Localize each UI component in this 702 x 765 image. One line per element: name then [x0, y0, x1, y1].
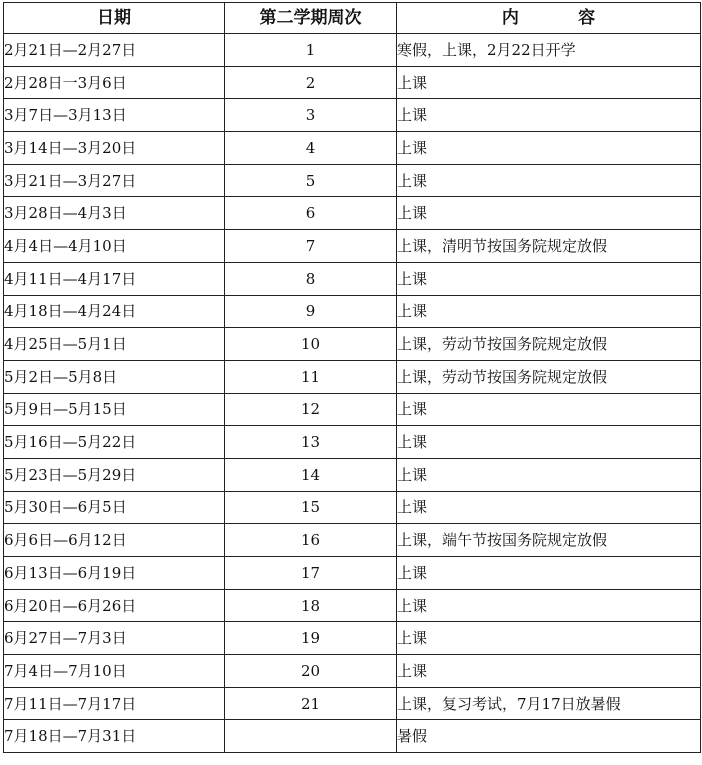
content-cell: 上课	[397, 164, 701, 197]
week-cell: 5	[225, 164, 397, 197]
content-cell: 上课	[397, 66, 701, 99]
date-cell: 4月18日—4月24日	[4, 295, 225, 328]
week-cell: 6	[225, 197, 397, 230]
table-row	[4, 34, 701, 67]
week-cell: 1	[225, 34, 397, 67]
table-row	[4, 491, 701, 524]
content-cell: 上课，劳动节按国务院规定放假	[397, 360, 701, 393]
table-row	[4, 262, 701, 295]
week-cell: 21	[225, 687, 397, 720]
content-cell: 上课	[397, 132, 701, 165]
semester-schedule-table	[3, 2, 701, 753]
week-cell: 19	[225, 622, 397, 655]
table-row	[4, 589, 701, 622]
date-cell: 3月21日—3月27日	[4, 164, 225, 197]
content-cell: 上课	[397, 589, 701, 622]
week-cell: 16	[225, 524, 397, 557]
table-row	[4, 687, 701, 720]
content-cell: 寒假，上课，2月22日开学	[397, 34, 701, 67]
table-header	[4, 3, 701, 34]
week-cell: 13	[225, 426, 397, 459]
date-cell: 5月30日—6月5日	[4, 491, 225, 524]
table-row	[4, 720, 701, 753]
date-cell: 3月14日—3月20日	[4, 132, 225, 165]
date-cell: 5月16日—5月22日	[4, 426, 225, 459]
table-row	[4, 99, 701, 132]
content-cell: 上课，清明节按国务院规定放假	[397, 230, 701, 263]
header-date: 日期	[4, 3, 225, 34]
date-cell: 2月28日一3月6日	[4, 66, 225, 99]
table-row	[4, 132, 701, 165]
header-row	[4, 3, 701, 34]
content-cell: 上课	[397, 622, 701, 655]
date-cell: 6月6日—6月12日	[4, 524, 225, 557]
week-cell: 3	[225, 99, 397, 132]
date-cell: 4月11日—4月17日	[4, 262, 225, 295]
table-row	[4, 295, 701, 328]
week-cell: 7	[225, 230, 397, 263]
table-row	[4, 426, 701, 459]
week-cell: 10	[225, 328, 397, 361]
week-cell: 9	[225, 295, 397, 328]
date-cell: 7月18日—7月31日	[4, 720, 225, 753]
table-row	[4, 393, 701, 426]
content-cell: 上课	[397, 557, 701, 590]
table-row	[4, 557, 701, 590]
content-cell: 上课	[397, 426, 701, 459]
content-cell: 上课	[397, 295, 701, 328]
header-content: 内 容	[397, 3, 701, 34]
week-cell: 18	[225, 589, 397, 622]
date-cell: 4月25日—5月1日	[4, 328, 225, 361]
content-cell: 上课，复习考试，7月17日放暑假	[397, 687, 701, 720]
content-cell: 上课，端午节按国务院规定放假	[397, 524, 701, 557]
content-cell: 暑假	[397, 720, 701, 753]
table-row	[4, 655, 701, 688]
date-cell: 5月2日—5月8日	[4, 360, 225, 393]
header-week: 第二学期周次	[225, 3, 397, 34]
table-row	[4, 360, 701, 393]
content-cell: 上课，劳动节按国务院规定放假	[397, 328, 701, 361]
table-row	[4, 66, 701, 99]
week-cell	[225, 720, 397, 753]
content-cell: 上课	[397, 262, 701, 295]
date-cell: 5月23日—5月29日	[4, 458, 225, 491]
date-cell: 7月11日—7月17日	[4, 687, 225, 720]
week-cell: 4	[225, 132, 397, 165]
content-cell: 上课	[397, 491, 701, 524]
table-row	[4, 230, 701, 263]
content-cell: 上课	[397, 458, 701, 491]
week-cell: 2	[225, 66, 397, 99]
content-cell: 上课	[397, 99, 701, 132]
week-cell: 15	[225, 491, 397, 524]
table-row	[4, 458, 701, 491]
date-cell: 7月4日—7月10日	[4, 655, 225, 688]
table-row	[4, 164, 701, 197]
week-cell: 17	[225, 557, 397, 590]
date-cell: 3月7日—3月13日	[4, 99, 225, 132]
week-cell: 20	[225, 655, 397, 688]
date-cell: 5月9日—5月15日	[4, 393, 225, 426]
date-cell: 6月13日—6月19日	[4, 557, 225, 590]
date-cell: 3月28日—4月3日	[4, 197, 225, 230]
date-cell: 6月20日—6月26日	[4, 589, 225, 622]
week-cell: 12	[225, 393, 397, 426]
week-cell: 14	[225, 458, 397, 491]
date-cell: 4月4日—4月10日	[4, 230, 225, 263]
content-cell: 上课	[397, 197, 701, 230]
week-cell: 8	[225, 262, 397, 295]
date-cell: 2月21日—2月27日	[4, 34, 225, 67]
date-cell: 6月27日—7月3日	[4, 622, 225, 655]
table-row	[4, 197, 701, 230]
table-row	[4, 328, 701, 361]
week-cell: 11	[225, 360, 397, 393]
content-cell: 上课	[397, 393, 701, 426]
content-cell: 上课	[397, 655, 701, 688]
table-body	[4, 34, 701, 753]
table-row	[4, 524, 701, 557]
table-row	[4, 622, 701, 655]
